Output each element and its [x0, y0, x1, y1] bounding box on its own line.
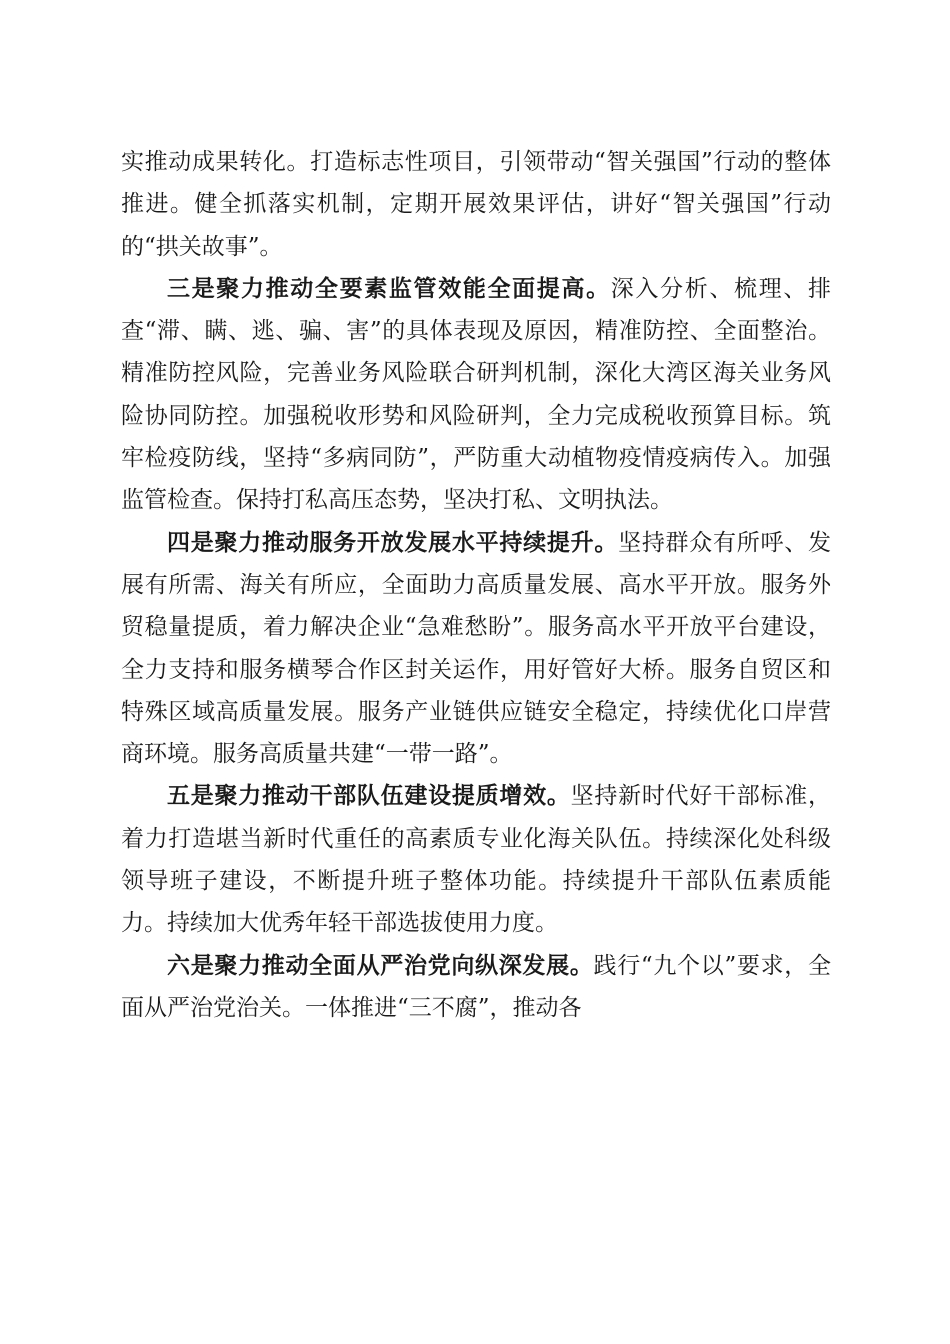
- paragraph-heading: 五是聚力推动干部队伍建设提质增效。: [167, 782, 571, 810]
- paragraph-heading: 三是聚力推动全要素监管效能全面提高。: [167, 274, 611, 302]
- paragraph-heading: 四是聚力推动服务开放发展水平持续提升。: [167, 528, 619, 556]
- paragraph-heading: 六是聚力推动全面从严治党向纵深发展。: [167, 951, 594, 979]
- paragraph-text: 坚持群众有所呼、发展有所需、海关有所应，全面助力高质量发展、高水平开放。服务外贸稳量提质，着力解决企业“急难愁盼”。服务高水平开放平台建设，全力支持和服务横琴合作区封关运作，用好管好大桥。服务自贸区和特殊区域高质量发展。服务产业链供应链安全稳定，持续优化口岸营商环境。服务高质量共建“一带一路”。: [121, 529, 832, 768]
- paragraph-item-three: [121, 268, 831, 522]
- paragraph-continuation: [121, 141, 831, 268]
- paragraph-item-six: [121, 945, 831, 1030]
- paragraph-item-four: [121, 522, 831, 776]
- paragraph-text: 实推动成果转化。打造标志性项目，引领带动“智关强国”行动的整体推进。健全抓落实机制，定期开展效果评估，讲好“智关强国”行动的“拱关故事”。: [121, 149, 831, 260]
- paragraph-text: 深入分析、梳理、排查“滞、瞒、逃、骗、害”的具体表现及原因，精准防控、全面整治。精准防控风险，完善业务风险联合研判机制，深化大湾区海关业务风险协同防控。加强税收形势和风险研判，全力完成税收预算目标。筑牢检疫防线，坚持“多病同防”，严防重大动植物疫情疫病传入。加强监管检查。保持打私高压态势，坚决打私、文明执法。: [121, 275, 832, 514]
- paragraph-text: 践行“九个以”要求，全面从严治党治关。一体推进“三不腐”，推动各: [121, 952, 831, 1021]
- paragraph-item-five: [121, 775, 831, 944]
- document-body: [121, 141, 831, 1029]
- paragraph-text: 坚持新时代好干部标准，着力打造堪当新时代重任的高素质专业化海关队伍。持续深化处科级领导班子建设，不断提升班子整体功能。持续提升干部队伍素质能力。持续加大优秀年轻干部选拔使用力度。: [121, 783, 832, 937]
